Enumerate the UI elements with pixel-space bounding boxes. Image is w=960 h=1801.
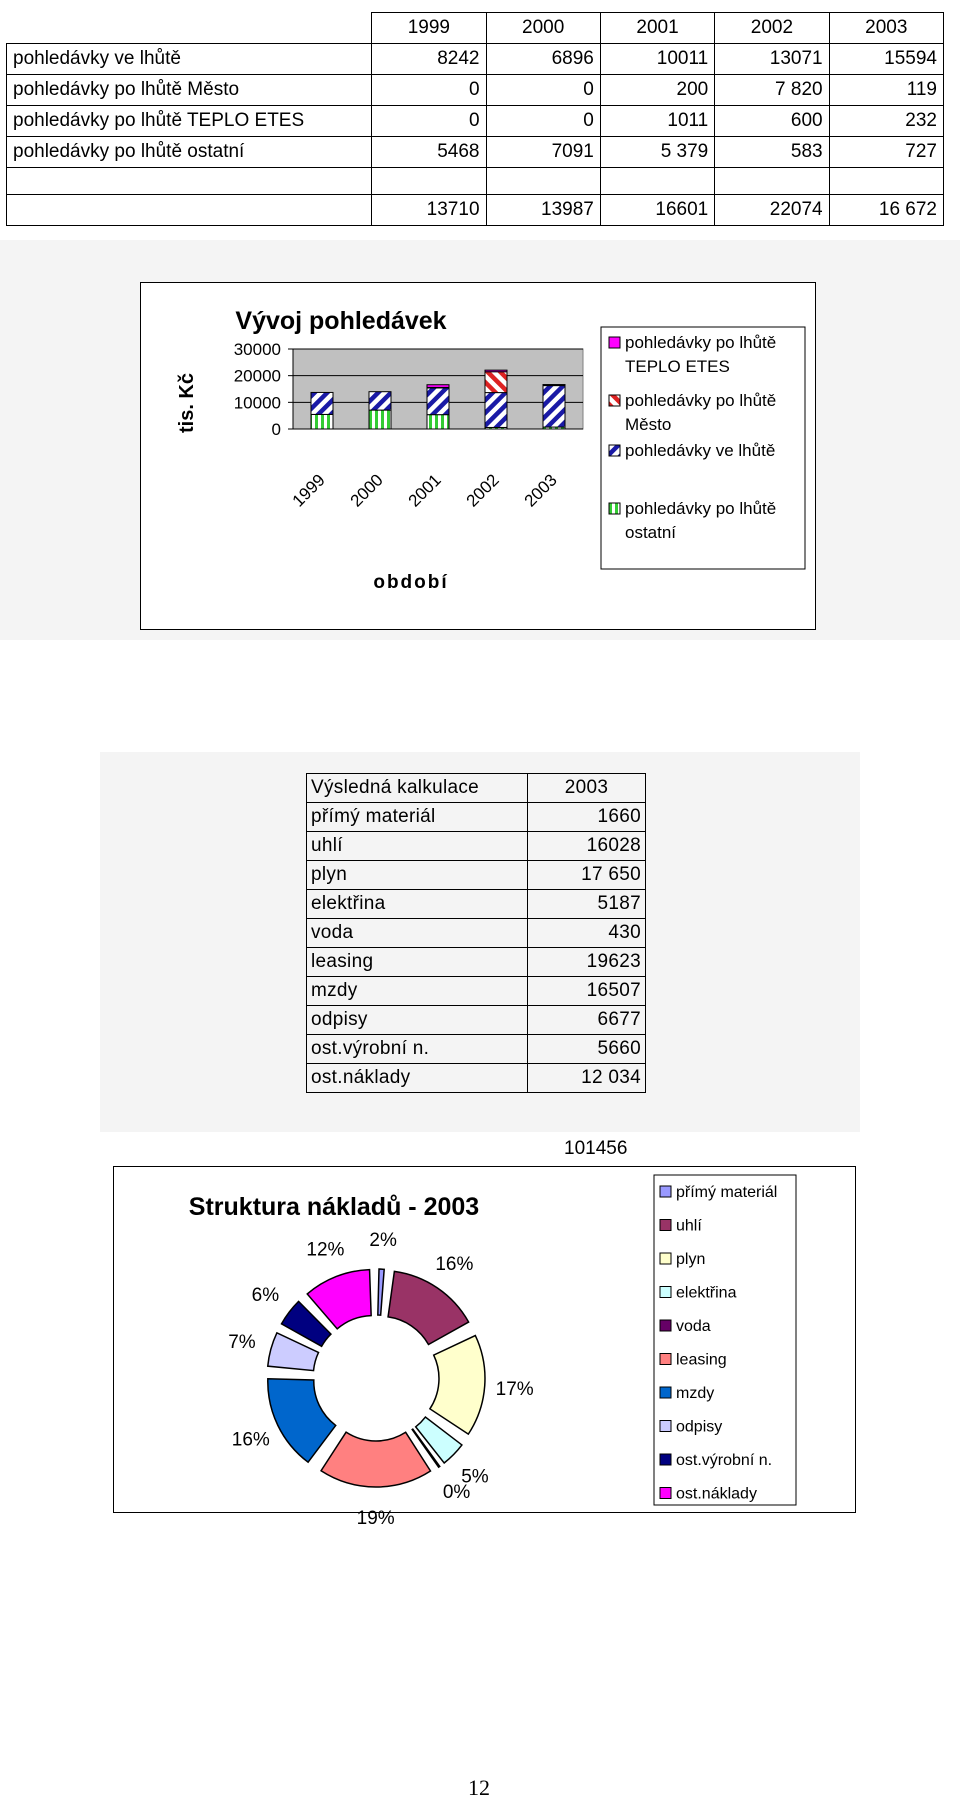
legend-swatch [609,445,620,456]
cell-value: 0 [486,75,600,106]
page-number: 12 [468,1775,490,1800]
cost-value: 5660 [528,1035,646,1064]
cell-value: 5468 [372,137,486,168]
table-row [7,137,944,168]
y-tick-label: 30000 [233,340,281,359]
legend-label: elektřina [676,1284,737,1302]
empty-cell [7,168,372,195]
cost-header-row [307,774,646,803]
cell-value: 200 [600,75,714,106]
doughnut-slice [388,1271,469,1344]
cell-value: 232 [829,106,943,137]
cost-total: 101456 [564,1138,628,1159]
legend-swatch [660,1488,671,1499]
cost-label: ost.výrobní n. [307,1035,528,1064]
legend-label [625,441,775,460]
empty-cell [486,168,600,195]
table-row [307,832,646,861]
cost-label: elektřina [307,890,528,919]
legend-swatch [609,395,620,406]
cell-value: 13071 [715,44,829,75]
cost-table [306,773,646,1093]
empty-cell [600,168,714,195]
empty-cell [715,168,829,195]
legend-swatch [660,1220,671,1231]
cell-value: 0 [372,75,486,106]
empty-row [7,168,944,195]
cost-label: odpisy [307,1006,528,1035]
cell-value: 600 [715,106,829,137]
plot-area [234,340,583,511]
legend-label: přímý materiál [676,1184,778,1201]
total-value: 13710 [372,194,486,225]
table-row [7,44,944,75]
chart-title: Vývoj pohledávek [235,307,447,335]
receivables-table [6,12,944,226]
y-tick-label: 10000 [233,393,281,413]
row-label: pohledávky po lhůtě TEPLO ETES [7,106,372,137]
cost-label: uhlí [307,832,528,861]
x-tick-label: 2003 [520,470,561,511]
y-tick-label: 20000 [233,366,281,386]
legend-label-line: TEPLO ETES [625,357,730,376]
table-row [307,890,646,919]
legend-swatch [660,1186,671,1197]
total-value: 16601 [600,194,714,225]
legend-label: voda [676,1318,711,1335]
percent-label: 0% [442,1482,471,1504]
percent-label: 17% [495,1378,534,1400]
legend-swatch [660,1454,671,1465]
cost-label: mzdy [307,977,528,1006]
cost-value: 19623 [528,948,646,977]
percent-label: 2% [369,1230,397,1252]
percent-label: 6% [251,1284,280,1306]
x-tick-label: 2000 [346,470,387,511]
doughnut-slice [321,1432,430,1487]
legend-label-line: pohledávky po lhůtě [625,333,777,352]
cell-value: 10011 [600,44,714,75]
table-header-row [7,13,944,44]
total-value: 22074 [715,194,829,225]
percent-label: 7% [228,1332,256,1354]
cell-value: 119 [829,75,943,106]
cost-value: 16507 [528,977,646,1006]
table-row [307,861,646,890]
bar-segment [543,385,565,427]
receivables-chart [140,282,816,630]
doughnut-plot [228,1230,534,1529]
cost-value: 6677 [528,1006,646,1035]
legend-label: ost.výrobní n. [676,1452,773,1469]
percent-label: 16% [435,1254,474,1276]
bar-segment [485,370,507,372]
total-value: 16 672 [829,194,943,225]
table-row [307,1006,646,1035]
year-header: 2001 [600,13,714,44]
empty-cell [7,194,372,225]
cost-value: 16028 [528,832,646,861]
table-row [307,919,646,948]
cost-header-year: 2003 [528,774,646,803]
y-axis-label: tis. Kč [176,372,198,434]
year-header: 2000 [486,13,600,44]
doughnut-slice [268,1379,336,1462]
chart-legend [654,1175,796,1505]
legend-label-line: Město [625,415,672,434]
cell-value: 8242 [372,44,486,75]
bar-segment [427,388,449,415]
table-row [307,1064,646,1093]
table-row [307,803,646,832]
table-row [7,75,944,106]
chart-legend [601,327,805,569]
chart-title: Struktura nákladů - 2003 [188,1193,480,1221]
cell-value: 7 820 [715,75,829,106]
header-empty-cell [7,13,372,44]
bar-segment [485,393,507,428]
cell-value: 0 [486,106,600,137]
legend-swatch [660,1253,671,1264]
legend-label: plyn [676,1251,706,1268]
percent-label: 16% [231,1429,270,1451]
empty-cell [372,168,486,195]
x-tick-label: 1999 [288,470,329,511]
legend-swatch [609,503,620,514]
year-header: 2003 [829,13,943,44]
legend-label: ost.náklady [676,1485,757,1503]
legend-label-line: pohledávky ve lhůtě [625,441,776,460]
cost-label: ost.náklady [307,1064,528,1093]
table-row [307,977,646,1006]
cost-structure-chart [113,1166,856,1529]
cell-value: 5 379 [600,137,714,168]
y-tick-label: 0 [271,420,281,439]
cost-header-label: Výsledná kalkulace [307,774,528,803]
x-tick-label: 2001 [404,470,445,511]
year-header: 1999 [372,13,486,44]
percent-label: 12% [306,1239,345,1261]
bar-segment [311,392,333,414]
bar-segment [311,414,333,429]
doughnut-slice [430,1336,485,1435]
empty-cell [829,168,943,195]
legend-label-line: pohledávky po lhůtě [625,391,777,410]
total-value: 13987 [486,194,600,225]
cell-value: 0 [372,106,486,137]
bar-segment [369,392,391,410]
row-label: pohledávky po lhůtě Město [7,75,372,106]
cost-label: leasing [307,948,528,977]
legend-swatch [660,1354,671,1365]
percent-label: 5% [461,1466,489,1488]
doughnut-slice [378,1269,384,1315]
legend-label-line: ostatní [625,523,677,542]
table-row [307,1035,646,1064]
cost-structure-chart-svg [114,1167,855,1529]
legend-label: odpisy [676,1418,723,1436]
x-tick-label: 2002 [462,470,503,511]
bar-segment [369,410,391,429]
year-header: 2002 [715,13,829,44]
cost-value: 1660 [528,803,646,832]
bar-segment [427,415,449,429]
percent-label: 19% [356,1507,395,1529]
legend-label: leasing [676,1351,727,1369]
legend-swatch [660,1287,671,1298]
row-label: pohledávky po lhůtě ostatní [7,137,372,168]
receivables-chart-svg [141,283,815,629]
cell-value: 7091 [486,137,600,168]
legend-swatch [660,1320,671,1331]
cell-value: 6896 [486,44,600,75]
row-label: pohledávky ve lhůtě [7,44,372,75]
legend-label: uhlí [676,1217,702,1235]
bar-segment [543,385,565,386]
cost-label: voda [307,919,528,948]
cost-value: 430 [528,919,646,948]
bar-segment [427,385,449,388]
bar-segment [485,372,507,393]
legend-label-line: pohledávky po lhůtě [625,499,777,518]
cell-value: 583 [715,137,829,168]
totals-row [7,194,944,225]
cell-value: 727 [829,137,943,168]
cost-label: přímý materiál [307,803,528,832]
x-axis-label: období [373,572,449,593]
cost-label: plyn [307,861,528,890]
legend-swatch [609,337,620,348]
legend-label: mzdy [676,1385,715,1402]
cost-value: 5187 [528,890,646,919]
cost-value: 17 650 [528,861,646,890]
table-row [307,948,646,977]
cell-value: 1011 [600,106,714,137]
legend-swatch [660,1421,671,1432]
table-row [7,106,944,137]
cost-value: 12 034 [528,1064,646,1093]
cell-value: 15594 [829,44,943,75]
legend-swatch [660,1387,671,1398]
